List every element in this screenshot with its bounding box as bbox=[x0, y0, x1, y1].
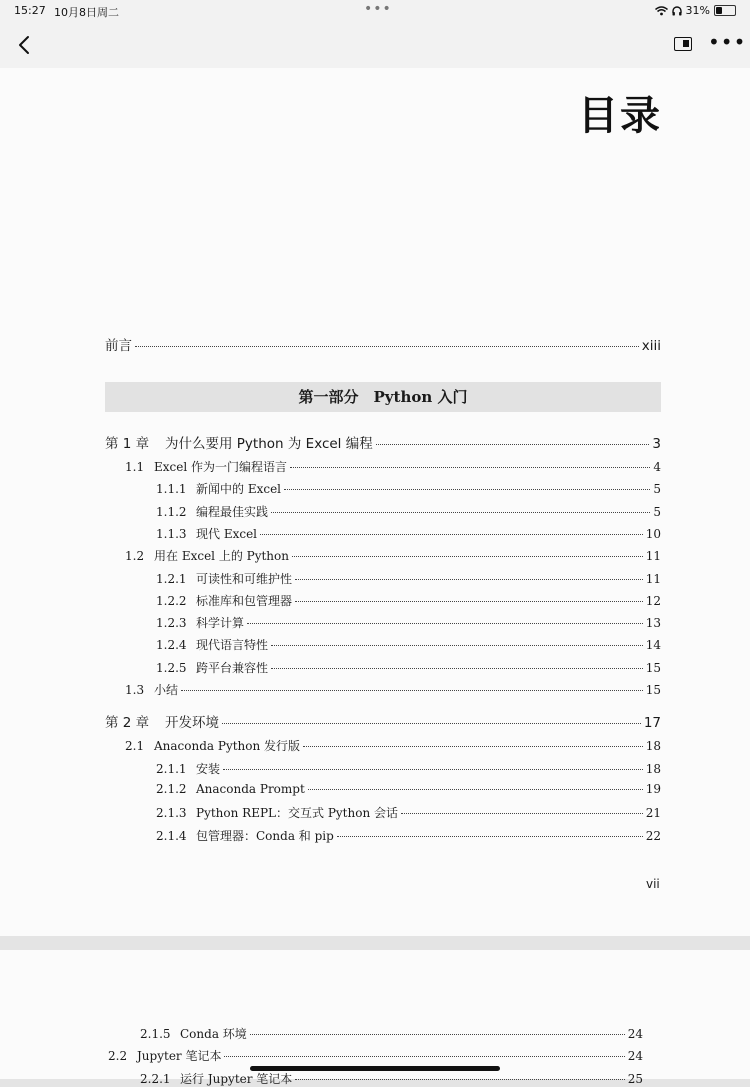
toc-number: 2.1.3 bbox=[156, 806, 187, 821]
toc-number: 第 2 章 bbox=[105, 715, 150, 732]
toc-number: 1.1.3 bbox=[156, 526, 187, 541]
toc-section-row[interactable] bbox=[125, 681, 661, 698]
toc-chapter-row[interactable] bbox=[105, 432, 661, 452]
toc-title: 开发环境 bbox=[165, 715, 219, 732]
toc-sub-row[interactable] bbox=[156, 659, 661, 676]
toc-leader bbox=[303, 746, 643, 747]
toc-title: 标准库和包管理器 bbox=[196, 593, 293, 608]
toc-number: 1.2.3 bbox=[156, 616, 187, 631]
headphones-icon bbox=[672, 6, 682, 16]
toc-sub-row[interactable] bbox=[140, 1025, 643, 1042]
toc-section-row[interactable] bbox=[125, 547, 661, 564]
toc-page: 3 bbox=[652, 436, 661, 452]
toc-leader bbox=[284, 489, 650, 490]
more-horizontal-icon[interactable]: ••• bbox=[708, 30, 747, 54]
toc-title: Conda 环境 bbox=[180, 1027, 247, 1041]
toc-title: Jupyter 笔记本 bbox=[137, 1049, 222, 1064]
multitasking-dots-icon[interactable]: ••• bbox=[364, 1, 392, 17]
toc-chapter-row[interactable] bbox=[105, 711, 661, 731]
toc-page: 13 bbox=[645, 616, 661, 631]
toc-number: 2.1.2 bbox=[156, 781, 187, 796]
toc-number: 1.3 bbox=[125, 683, 145, 697]
toc-section-row[interactable] bbox=[108, 1047, 643, 1064]
toc-page: 25 bbox=[627, 1071, 643, 1086]
toc-leader bbox=[376, 444, 650, 445]
toc-title: 为什么要用 Python 为 Excel 编程 bbox=[165, 436, 373, 452]
toc-number: 1.1.1 bbox=[156, 482, 187, 497]
status-right bbox=[655, 4, 736, 17]
toc-page: 5 bbox=[653, 504, 661, 519]
toc-page: 11 bbox=[645, 571, 661, 586]
toc-number: 1.2 bbox=[125, 549, 145, 564]
toc-sub-row[interactable] bbox=[156, 827, 661, 844]
battery-percent: 31% bbox=[685, 4, 710, 17]
toc-page: 15 bbox=[645, 683, 661, 697]
toc-sub-row[interactable] bbox=[156, 503, 661, 520]
toc-leader bbox=[308, 789, 643, 790]
toc-leader bbox=[135, 346, 639, 347]
toc-sub-row[interactable] bbox=[156, 480, 661, 497]
toc-number: 1.1 bbox=[125, 460, 145, 474]
toc-page: 5 bbox=[653, 482, 661, 497]
toc-sub-row[interactable] bbox=[156, 570, 661, 587]
toc-sub-row[interactable] bbox=[156, 760, 661, 777]
toc-number: 2.2.1 bbox=[140, 1071, 171, 1086]
toc-number: 1.2.2 bbox=[156, 593, 187, 608]
reader-toolbar bbox=[0, 22, 750, 68]
toc-page: 14 bbox=[645, 638, 661, 653]
toc-title: 跨平台兼容性 bbox=[196, 660, 269, 675]
toc-sub-row[interactable] bbox=[156, 782, 661, 796]
toc-sub-row[interactable] bbox=[156, 636, 661, 653]
toc-leader bbox=[295, 579, 643, 580]
toc-leader bbox=[224, 1056, 624, 1057]
toc-leader bbox=[247, 623, 643, 624]
toc-leader bbox=[295, 601, 643, 602]
toc-leader bbox=[223, 769, 643, 770]
toc-number: 1.1.2 bbox=[156, 504, 187, 519]
toc-page: 15 bbox=[645, 660, 661, 675]
toc-number: 2.1 bbox=[125, 739, 145, 754]
toc-number: 1.2.1 bbox=[156, 571, 187, 586]
toc-page: 22 bbox=[645, 828, 661, 843]
toc-page: 4 bbox=[653, 460, 661, 474]
toc-title: 现代语言特性 bbox=[196, 638, 269, 653]
status-bar bbox=[0, 0, 750, 22]
toc-page: 18 bbox=[645, 761, 661, 776]
toc-section-row[interactable] bbox=[125, 458, 661, 475]
document-page-2[interactable] bbox=[0, 950, 750, 1086]
chevron-left-icon[interactable] bbox=[12, 32, 38, 58]
toc-number: 2.1.1 bbox=[156, 761, 187, 776]
toc-leader bbox=[250, 1034, 625, 1035]
toc-title: 科学计算 bbox=[196, 616, 245, 631]
part-banner: 第一部分 Python 入门 bbox=[105, 382, 661, 412]
toc-sub-row[interactable] bbox=[156, 804, 661, 821]
toc-page: 24 bbox=[627, 1049, 643, 1064]
home-indicator bbox=[250, 1066, 500, 1071]
sidebar-layout-icon[interactable] bbox=[674, 37, 692, 51]
toc-leader bbox=[401, 813, 643, 814]
toc-page: 19 bbox=[645, 781, 661, 796]
toc-title: 用在 Excel 上的 Python bbox=[154, 549, 289, 564]
document-page-1[interactable] bbox=[0, 68, 750, 936]
toc-number: 第 1 章 bbox=[105, 436, 150, 452]
toc-leader bbox=[337, 836, 643, 837]
toc-title: 新闻中的 Excel bbox=[196, 482, 282, 497]
toc-title: 现代 Excel bbox=[196, 526, 258, 541]
toc-title: 包管理器：Conda 和 pip bbox=[196, 828, 334, 843]
toc-page: 21 bbox=[645, 806, 661, 821]
status-time: 15:27 bbox=[14, 4, 46, 17]
toc-title: 前言 bbox=[105, 338, 132, 354]
toc-leader bbox=[271, 512, 650, 513]
toc-section-row[interactable] bbox=[125, 737, 661, 754]
toc-leader bbox=[290, 467, 650, 468]
toc-title: 安装 bbox=[196, 761, 221, 776]
toc-page: 17 bbox=[643, 715, 661, 732]
toc-page: xiii bbox=[641, 338, 661, 354]
toc-number: 1.2.4 bbox=[156, 638, 187, 653]
toc-title: Python REPL：交互式 Python 会话 bbox=[196, 806, 398, 821]
toc-leader bbox=[292, 556, 643, 557]
toc-title: 小结 bbox=[154, 683, 179, 697]
toc-page: 18 bbox=[645, 739, 661, 754]
toc-leader bbox=[271, 668, 643, 669]
toc-page: 11 bbox=[645, 549, 661, 564]
toc-page: 10 bbox=[645, 526, 661, 541]
toc-leader bbox=[271, 645, 643, 646]
toc-number: 2.1.5 bbox=[140, 1027, 171, 1041]
status-date: 10月8日周二 bbox=[54, 6, 119, 19]
toc-leader bbox=[260, 534, 643, 535]
battery-icon bbox=[714, 5, 736, 16]
toc-leader bbox=[222, 723, 641, 724]
toc-title: Anaconda Python 发行版 bbox=[154, 739, 301, 754]
toc-title: 运行 Jupyter 笔记本 bbox=[180, 1071, 293, 1086]
toc-sub-row[interactable] bbox=[140, 1070, 643, 1087]
wifi-icon bbox=[655, 6, 668, 16]
toc-title: 编程最佳实践 bbox=[196, 504, 269, 519]
toc-title: 可读性和可维护性 bbox=[196, 571, 293, 586]
toc-preface[interactable] bbox=[105, 334, 661, 354]
toc-sub-row[interactable] bbox=[156, 525, 661, 542]
toc-number: 2.2 bbox=[108, 1049, 128, 1064]
toc-sub-row[interactable] bbox=[156, 614, 661, 631]
page-folio: vii bbox=[646, 877, 660, 891]
toc-number: 1.2.5 bbox=[156, 660, 187, 675]
toc-number: 2.1.4 bbox=[156, 828, 187, 843]
toc-page: 24 bbox=[627, 1027, 643, 1041]
toc-sub-row[interactable] bbox=[156, 592, 661, 609]
page-title: 目录 bbox=[578, 93, 662, 139]
toc-title: Excel 作为一门编程语言 bbox=[154, 460, 288, 474]
toc-page: 12 bbox=[645, 593, 661, 608]
toc-title: Anaconda Prompt bbox=[196, 781, 305, 796]
toc-leader bbox=[181, 690, 643, 691]
